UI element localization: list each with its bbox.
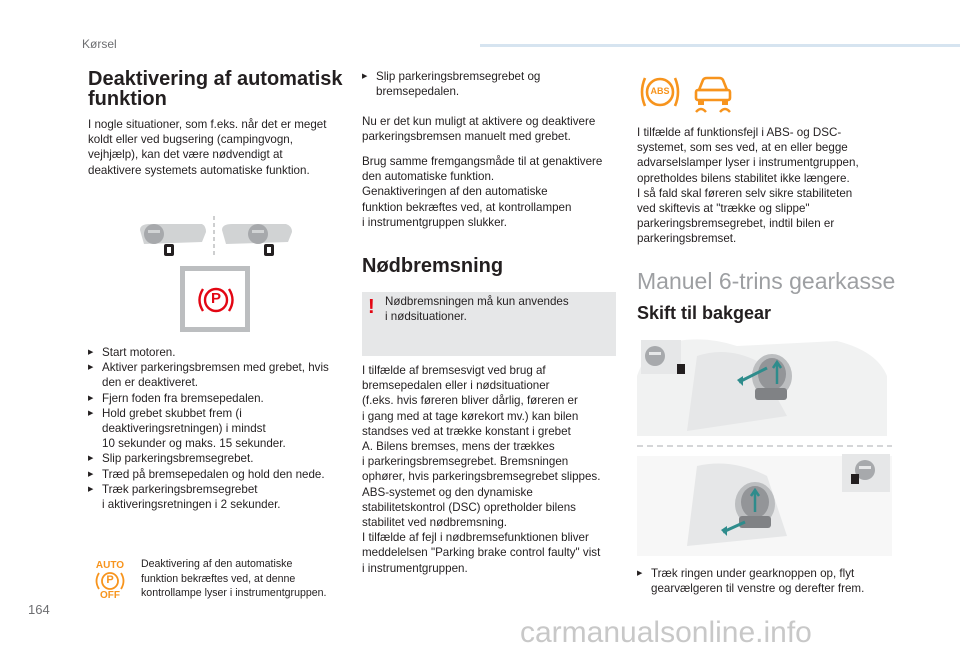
section-label: Kørsel [82,37,117,51]
step-item: ▶ Træk ringen under gearknoppen op, flyt gearvælgeren til venstre og derefter frem. [637,566,907,596]
abs-dsc-paragraph: I tilfælde af funktionsfejl i ABS- og DSC- systemet, som ses ved, at en eller begge advarselslamper lyser i instrumentgruppen, opretholdes bilens stabilitet ikke længere. I så fald skal føreren selv sikre stabiliteten ved skiftevis at "trække og slippe" parkeringsbremsegrebet, indtil bilen er parkeringsbremset. [637,126,859,246]
gearbox-title: Manuel 6-trins gearkasse [637,268,896,294]
page-number: 164 [28,602,50,617]
parking-symbol: P [210,290,221,307]
step-item: ▶ Aktiver parkeringsbremsen med grebet, hvis den er deaktiveret. [88,360,358,390]
step-item: ▶ Fjern foden fra bremsepedalen. [88,391,358,406]
step-item: ▶ Træk parkeringsbremsegrebet i aktiveringsretningen i 2 sekunder. [88,482,358,512]
parking-brake-icon [196,286,236,314]
reverse-step [637,566,907,596]
step-item: ▶ Slip parkeringsbremsegrebet og bremsepedalen. [362,69,622,99]
reverse-gear-title: Skift til bakgear [637,303,772,323]
emergency-braking-title: Nødbremsning [362,255,504,277]
warning-icon: ! [368,296,375,318]
gear-shift-figure [637,336,892,556]
parking-brake-figure [136,214,296,334]
deactivation-steps [88,345,358,512]
step-item: ▶ Hold grebet skubbet frem (i deaktiveringsretningen) i mindst 10 sekunder og maks. 15 sekunder. [88,406,358,452]
emergency-paragraph: I tilfælde af bremsesvigt ved brug af bremsepedalen eller i nødsituationer (f.eks. hvis føreren bliver dårlig, føreren er i gang med at tage kørekort mv.) kan bilen standses ved at trække konstant i grebet A. Bilens bremses, mens der trækkes i parkeringsbremsegrebet. Bremsningen ophører, hvis parkeringsbremsegrebet slippes. ABS-systemet og den dynamiske stabilitetskontrol (DSC) opretholder bilens stabilitet ved nødbremsning. I tilfælde af fejl i nødbremsefunktionen bliver meddelelsen "Parking brake control faulty" vist i instrumentgruppen. [362,364,601,575]
watermark: carmanualsonline.info [520,616,812,649]
manual-only-paragraph: Nu er det kun muligt at aktivere og deaktivere parkeringsbremsen manuelt med grebet. [362,115,596,144]
step-continued [362,69,622,99]
step-item: ▶ Slip parkeringsbremsegrebet. [88,451,358,466]
auto-off-note: Deaktivering af den automatiske funktion bekræftes ved, at denne kontrollampe lyser i instrumentgruppen. [141,558,327,599]
dsc-warning-icon [690,72,736,114]
abs-warning-icon: ABS [638,72,682,112]
reactivation-paragraph: Brug samme fremgangsmåde til at genaktivere den automatiske funktion. Genaktiveringen af den automatiske funktion bekræftes ved, at kontrollampen i instrumentgruppen slukker. [362,155,603,229]
header-bar [480,44,960,47]
section-title-deactivation: Deaktivering af automatisk funktion [88,68,343,110]
deactivation-intro: I nogle situationer, som f.eks. når det er meget koldt eller ved bugsering (campingvogn, vejhjælp), kan det være nødvendigt at deaktivere systemets automatiske funktion. [88,118,327,177]
step-item: ▶ Start motoren. [88,345,358,360]
warning-text: Nødbremsningen må kun anvendes i nødsituationer. [385,295,569,324]
step-item: ▶ Træd på bremsepedalen og hold den nede. [88,467,358,482]
auto-off-lamp-icon: AUTO P OFF [95,560,125,601]
